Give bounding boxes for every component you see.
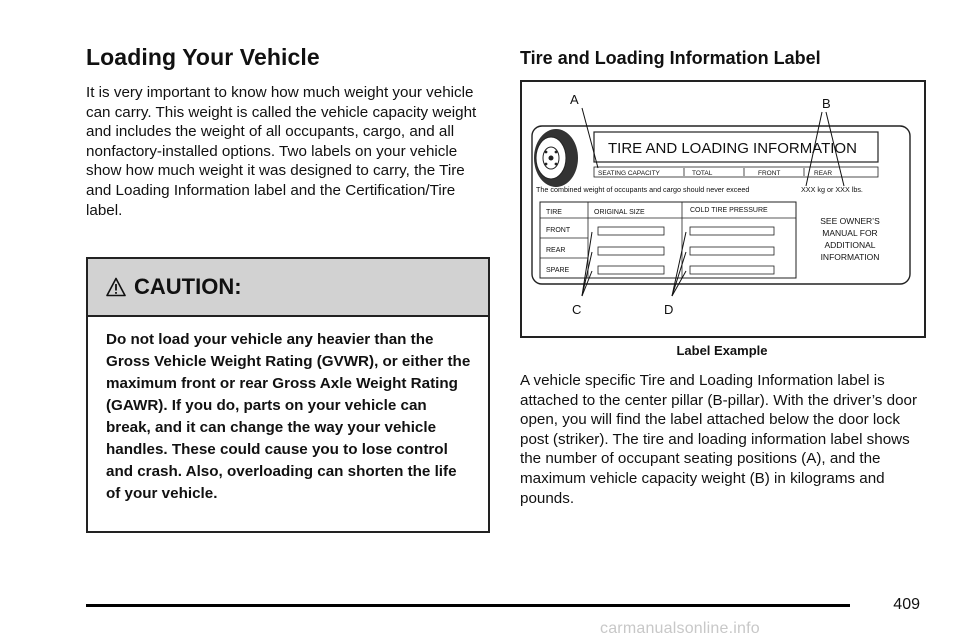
- weight-value: XXX kg or XXX lbs.: [801, 185, 863, 194]
- caution-header: [88, 259, 488, 317]
- svg-text:FRONT: FRONT: [758, 170, 781, 177]
- svg-text:ORIGINAL SIZE: ORIGINAL SIZE: [594, 209, 645, 216]
- svg-text:SEATING CAPACITY: SEATING CAPACITY: [598, 170, 660, 177]
- svg-text:REAR: REAR: [814, 170, 833, 177]
- caution-box: [86, 257, 490, 533]
- callout-c: C: [572, 302, 582, 317]
- right-column: [520, 44, 924, 77]
- footer-rule: [86, 604, 850, 607]
- caution-title: CAUTION:: [134, 274, 242, 299]
- intro-paragraph: It is very important to know how much weight your vehicle can carry. This weight is called the vehicle capacity weight and includes the weight of all occupants, cargo, and all nonfactory-installed options. Two labels on your vehicle show how much weight it was designed to carry, the Tire and Loading Information label and the Certification/Tire label.: [86, 84, 477, 219]
- warning-triangle-icon: [106, 277, 126, 297]
- page-number: 409: [893, 596, 920, 613]
- section-title: Tire and Loading Information Label: [520, 48, 821, 68]
- svg-text:TIRE: TIRE: [546, 209, 562, 216]
- left-column: [86, 44, 490, 220]
- svg-text:ADDITIONAL: ADDITIONAL: [824, 240, 876, 250]
- tire-icon: [534, 129, 578, 187]
- svg-text:FRONT: FRONT: [546, 227, 571, 234]
- svg-text:MANUAL FOR: MANUAL FOR: [822, 228, 878, 238]
- callout-a: A: [570, 92, 579, 107]
- svg-text:TOTAL: TOTAL: [692, 170, 713, 177]
- svg-text:COLD TIRE PRESSURE: COLD TIRE PRESSURE: [690, 207, 768, 214]
- figure-caption: Label Example: [676, 343, 768, 358]
- tire-label-diagram: [522, 82, 924, 336]
- right-body: [520, 371, 924, 508]
- label-figure: [520, 80, 926, 338]
- svg-text:SEE OWNER’S: SEE OWNER’S: [820, 216, 880, 226]
- page-title: Loading Your Vehicle: [86, 44, 320, 70]
- callout-d: D: [664, 302, 674, 317]
- label-title: TIRE AND LOADING INFORMATION: [608, 140, 857, 157]
- combined-weight-text: The combined weight of occupants and cargo should never exceed: [536, 185, 750, 194]
- svg-text:SPARE: SPARE: [546, 267, 570, 274]
- svg-text:INFORMATION: INFORMATION: [820, 252, 880, 262]
- caution-text: Do not load your vehicle any heavier than the Gross Vehicle Weight Rating (GVWR), or either the maximum front or rear Gross Axle Weight Rating (GAWR). If you do, parts on your vehicle can break, and it can change the way your vehicle handles. These could cause you to lose control and crash. Also, overloading can shorten the life of your vehicle.: [106, 331, 471, 502]
- body-paragraph: A vehicle specific Tire and Loading Information label is attached to the center pillar (B-pillar). With the driver’s door open, you will find the label attached below the door lock post (striker). The tire and loading information label shows the number of occupant seating positions (A), and the maximum vehicle capacity weight (B) in kilograms and pounds.: [520, 372, 918, 507]
- svg-text:REAR: REAR: [546, 247, 566, 254]
- callout-b: B: [822, 96, 831, 111]
- watermark: carmanualsonline.info: [600, 620, 760, 637]
